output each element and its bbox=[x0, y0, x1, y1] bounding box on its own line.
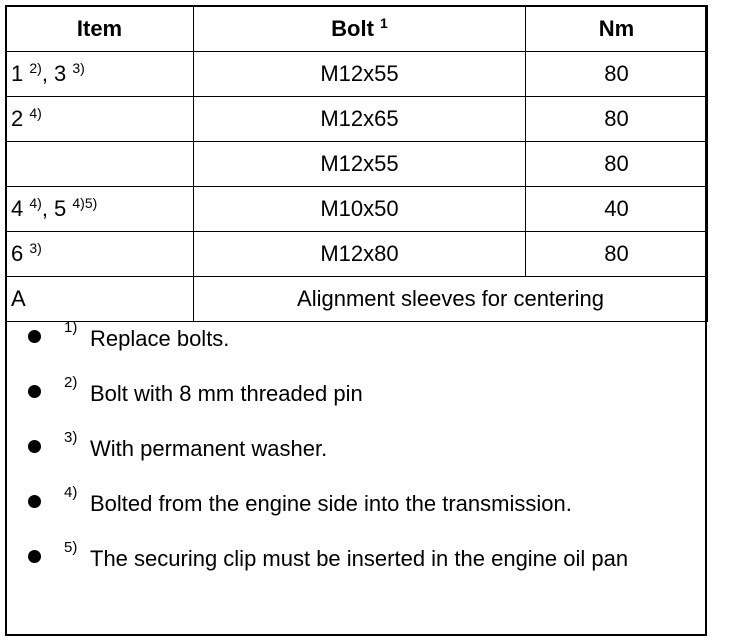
item-number: 1 bbox=[11, 61, 30, 86]
table-body bbox=[6, 52, 708, 322]
item-footnote-ref: 4) bbox=[29, 105, 42, 121]
header-bolt-ref: 1 bbox=[380, 14, 388, 31]
footnote-ref: 5) bbox=[64, 539, 78, 556]
header-nm: Nm bbox=[526, 6, 708, 52]
torque-cell: 40 bbox=[526, 187, 708, 232]
footnote-text: The securing clip must be inserted in the engine oil pan bbox=[90, 546, 629, 571]
table-row bbox=[6, 232, 708, 277]
item-number: 2 bbox=[11, 106, 30, 131]
header-bolt bbox=[194, 6, 526, 52]
footnote-item bbox=[28, 540, 708, 595]
footnote-ref: 4) bbox=[64, 484, 78, 501]
bullet-icon bbox=[28, 385, 41, 398]
footnote-ref: 1) bbox=[64, 319, 78, 336]
item-cell bbox=[6, 97, 194, 142]
torque-cell: 80 bbox=[526, 52, 708, 97]
table-row bbox=[6, 277, 708, 322]
header-item: Item bbox=[6, 6, 194, 52]
item-footnote-ref: 3) bbox=[29, 240, 42, 256]
item-cell bbox=[6, 142, 194, 187]
torque-cell: 80 bbox=[526, 142, 708, 187]
item-number: 6 bbox=[11, 241, 30, 266]
footnote-text: Bolted from the engine side into the transmission. bbox=[90, 491, 572, 516]
item-number: , 3 bbox=[41, 61, 73, 86]
table-row bbox=[6, 142, 708, 187]
footnote-item bbox=[28, 485, 708, 540]
bolt-cell: M12x65 bbox=[194, 97, 526, 142]
item-footnote-ref: 2) bbox=[29, 60, 42, 76]
footnote-item bbox=[28, 320, 708, 375]
item-number: , 5 bbox=[41, 196, 73, 221]
footnote-item bbox=[28, 430, 708, 485]
bolt-cell: M12x55 bbox=[194, 142, 526, 187]
table-row bbox=[6, 187, 708, 232]
item-cell bbox=[6, 232, 194, 277]
table-row bbox=[6, 97, 708, 142]
table-header-row bbox=[6, 6, 708, 52]
torque-cell: 80 bbox=[526, 232, 708, 277]
bolt-cell: M12x55 bbox=[194, 52, 526, 97]
footnote-ref: 3) bbox=[64, 429, 78, 446]
item-footnote-ref: 4) bbox=[29, 195, 42, 211]
item-cell bbox=[6, 52, 194, 97]
footnote-text: With permanent washer. bbox=[90, 436, 328, 461]
bullet-icon bbox=[28, 495, 41, 508]
footnote-text: Bolt with 8 mm threaded pin bbox=[90, 381, 363, 406]
bolt-cell: M12x80 bbox=[194, 232, 526, 277]
item-footnote-ref: 3) bbox=[72, 60, 85, 76]
bullet-icon bbox=[28, 550, 41, 563]
item-footnote-ref: 4)5) bbox=[72, 195, 98, 211]
bolt-cell: M10x50 bbox=[194, 187, 526, 232]
footnote-text: Replace bolts. bbox=[90, 326, 230, 351]
item-cell bbox=[6, 187, 194, 232]
bullet-icon bbox=[28, 440, 41, 453]
torque-cell: 80 bbox=[526, 97, 708, 142]
footnote-item bbox=[28, 375, 708, 430]
description-cell: Alignment sleeves for centering bbox=[194, 277, 708, 322]
torque-spec-table bbox=[5, 5, 708, 322]
bullet-icon bbox=[28, 330, 41, 343]
item-cell: A bbox=[6, 277, 194, 322]
table-row bbox=[6, 52, 708, 97]
footnotes-list bbox=[28, 320, 708, 595]
footnote-ref: 2) bbox=[64, 374, 78, 391]
header-bolt-label: Bolt bbox=[331, 15, 374, 41]
item-number: 4 bbox=[11, 196, 30, 221]
